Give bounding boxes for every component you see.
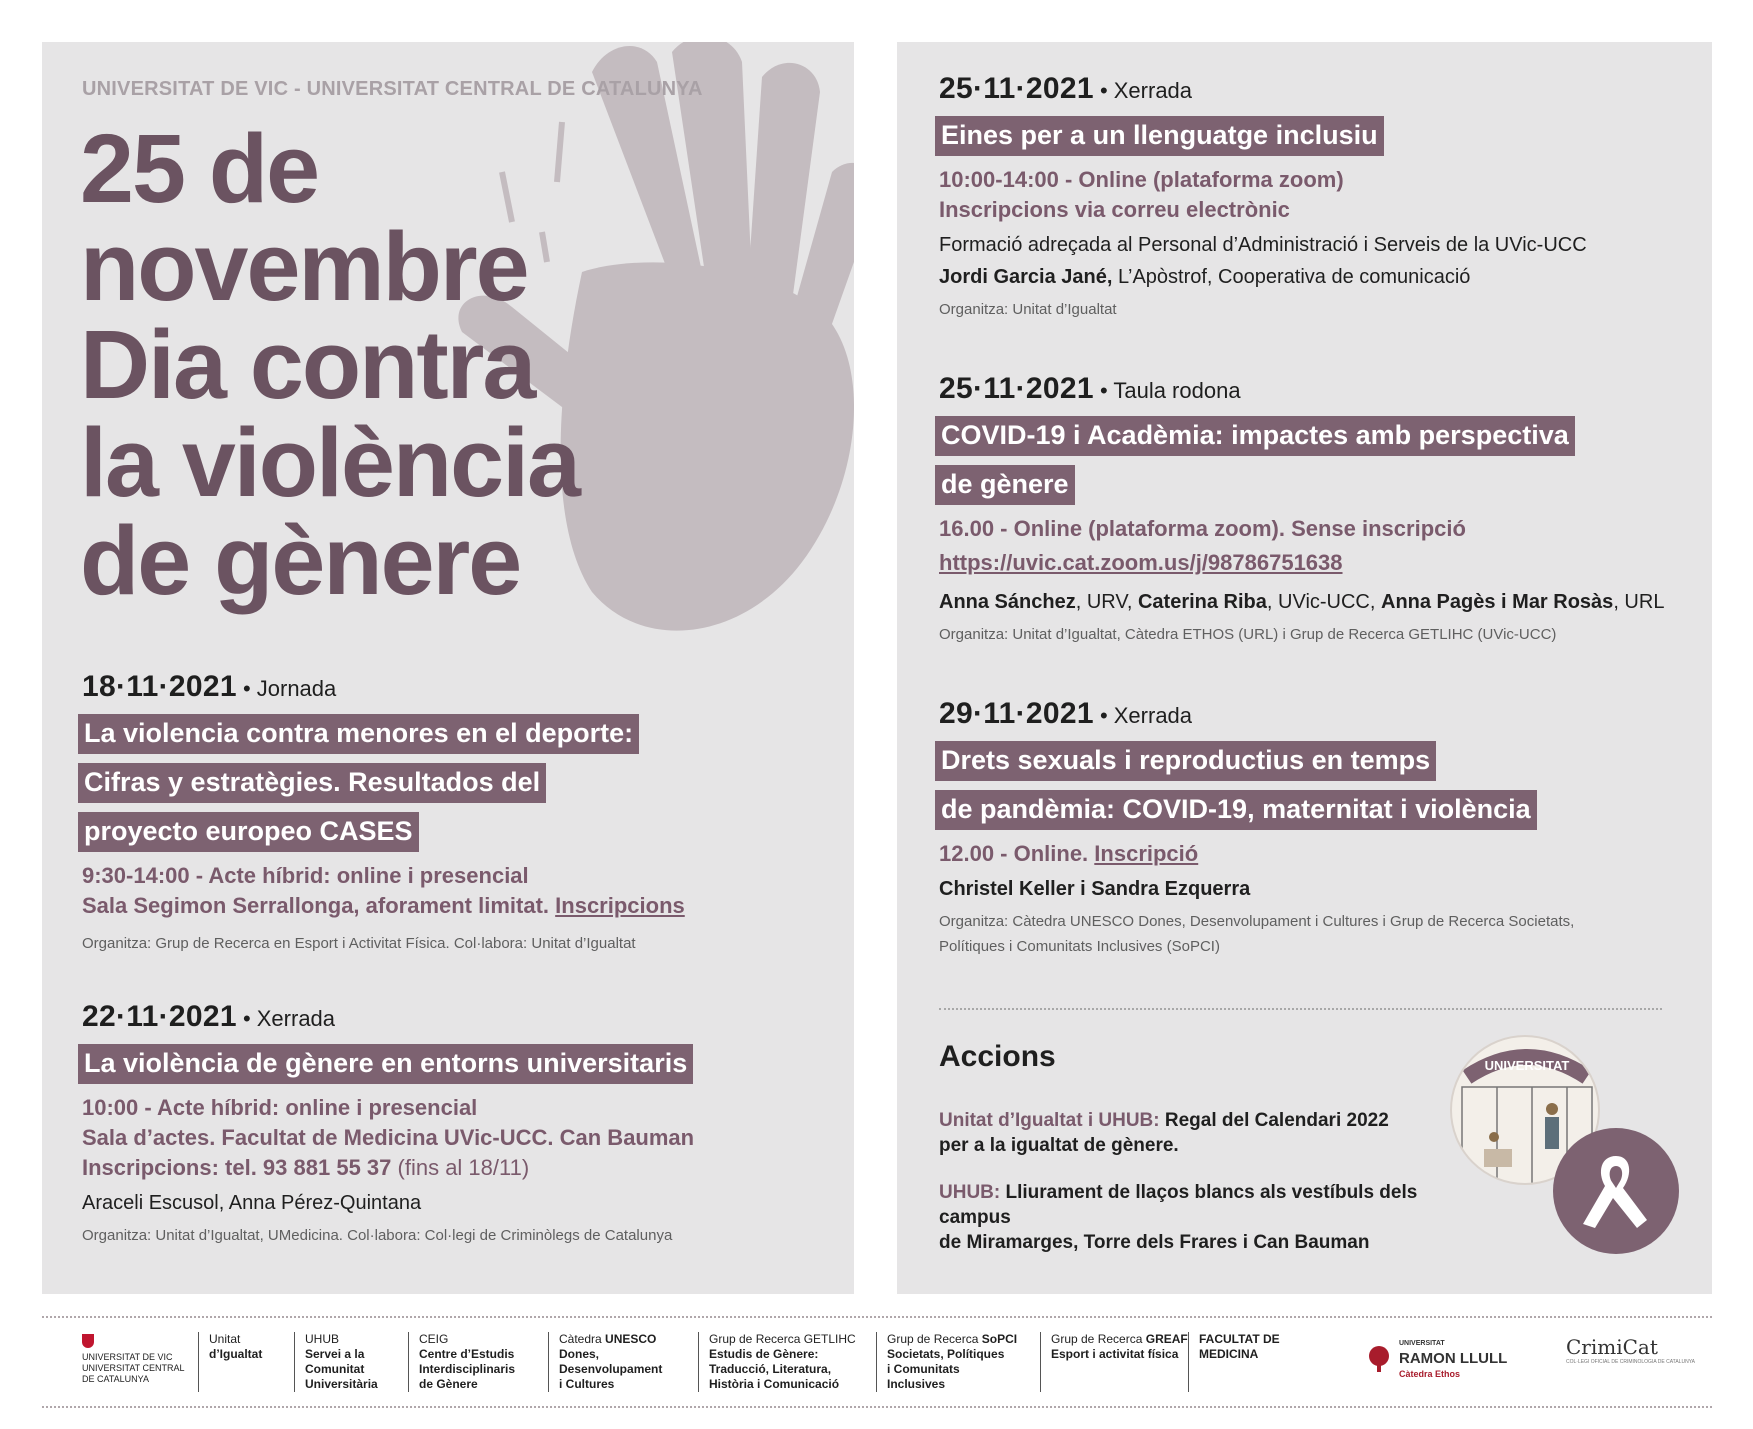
action-lead: Unitat d’Igualtat i UHUB:: [939, 1110, 1160, 1131]
logo-bold: Inclusives: [887, 1377, 946, 1391]
event-time: 10:00-14:00 - Online (plataforma zoom): [939, 167, 1344, 192]
event-organizer: [939, 909, 1699, 959]
speaker-name: Jordi Garcia Jané,: [939, 266, 1113, 288]
tree-logo-icon: [1364, 1344, 1394, 1374]
event-place: Sala d’actes. Facultat de Medicina UVic-UCC. Can Bauman: [82, 1125, 695, 1150]
logo-small: Grup de Recerca: [1051, 1332, 1143, 1346]
logo-bold: Història i Comunicació: [709, 1377, 840, 1391]
uvic-line: DE CATALUNYA: [82, 1374, 150, 1384]
speaker-org: , URL: [1613, 591, 1665, 613]
logo-bold: CrimiCat: [1566, 1335, 1658, 1359]
title-line: de gènere: [80, 506, 521, 615]
action-lead: UHUB:: [939, 1182, 1001, 1203]
event-date-line: [82, 1002, 842, 1034]
logo-bold: GREAF: [1145, 1332, 1188, 1346]
sopci-logo: [876, 1332, 1017, 1392]
logo-small: Grup de Recerca GETLIHC: [709, 1332, 856, 1346]
event-time: [939, 839, 1699, 869]
logo-bold: Traducció, Literatura,: [709, 1362, 832, 1376]
action-text: Lliurament de llaços blancs als vestíbuls dels campus: [939, 1182, 1418, 1228]
logo-sub: Càtedra Ethos: [1399, 1369, 1461, 1379]
speaker-name: Anna Pagès i Mar Rosàs: [1381, 591, 1614, 613]
event-card: [82, 1002, 842, 1248]
medicina-logo: [1188, 1332, 1280, 1392]
uhub-logo: [294, 1332, 378, 1392]
uvic-logo-icon: [82, 1334, 94, 1348]
event-date-line: [82, 672, 842, 704]
logo-bold: de Gènere: [419, 1377, 478, 1391]
logo-bold: FACULTAT DE: [1199, 1332, 1280, 1346]
unesco-logo: [548, 1332, 662, 1392]
event-title-line: de gènere: [935, 465, 1075, 505]
organizer-line: Polítiques i Comunitats Inclusives (SoPCI): [939, 938, 1220, 955]
event-registration: Inscripcions via correu electrònic: [939, 197, 1290, 222]
event-date-line: [939, 699, 1699, 731]
logo-bold: Esport i activitat física: [1051, 1347, 1179, 1361]
logo-bold: Universitària: [305, 1377, 378, 1391]
registration-link[interactable]: Inscripcions: [555, 893, 685, 918]
event-date-line: [939, 74, 1699, 106]
divider: [939, 1008, 1662, 1010]
illustration-label: UNIVERSITAT: [1484, 1058, 1570, 1073]
event-type: • Taula rodona: [1099, 378, 1241, 403]
logo-bold: d’Igualtat: [209, 1347, 263, 1361]
logo-bold: RAMON LLULL: [1399, 1350, 1508, 1367]
event-speakers: [939, 263, 1699, 291]
event-title-line: proyecto europeo CASES: [78, 812, 419, 852]
university-header: UNIVERSITAT DE VIC - UNIVERSITAT CENTRAL DE CATALUNYA: [82, 78, 703, 100]
logo-small: Unitat: [209, 1332, 241, 1346]
event-organizer: Organitza: Unitat d’Igualtat: [939, 301, 1117, 318]
actions-title: Accions: [939, 1040, 1056, 1073]
logo-bold: UNESCO: [605, 1332, 657, 1346]
logo-bold: Desenvolupament: [559, 1362, 663, 1376]
event-date: 25·11·2021: [939, 72, 1094, 105]
logo-bold: Societats, Polítiques: [887, 1347, 1005, 1361]
main-title: [80, 114, 820, 615]
registration-note: (fins al 18/11): [397, 1155, 530, 1180]
action-item: [939, 1108, 1479, 1158]
event-place: [82, 891, 842, 921]
speaker-name: Caterina Riba: [1137, 591, 1267, 613]
speaker-org: , URV,: [1075, 591, 1138, 613]
speaker-name: Anna Sánchez: [939, 591, 1076, 613]
event-date: 25·11·2021: [939, 372, 1094, 405]
event-title-line: COVID-19 i Acadèmia: impactes amb perspectiva: [935, 416, 1575, 456]
footer-bottom-line: [42, 1406, 1712, 1408]
left-panel: [42, 42, 854, 1294]
event-speakers: [939, 588, 1699, 616]
event-card: [82, 672, 842, 956]
getlihc-logo: [698, 1332, 856, 1392]
white-ribbon-icon: [1553, 1128, 1679, 1254]
registration-link[interactable]: Inscripció: [1094, 841, 1199, 866]
title-line: Dia contra: [80, 310, 535, 419]
ceig-logo: [408, 1332, 515, 1392]
event-type: • Xerrada: [1099, 78, 1193, 103]
event-title-line: de pandèmia: COVID-19, maternitat i violència: [935, 790, 1537, 830]
event-speakers: Araceli Escusol, Anna Pérez-Quintana: [82, 1192, 422, 1214]
event-description: Formació adreçada al Personal d’Administració i Serveis de la UVic-UCC: [939, 234, 1587, 256]
event-registration: [82, 1153, 842, 1183]
logo-bold: SoPCI: [981, 1332, 1018, 1346]
event-title: [82, 1044, 842, 1093]
event-type: • Xerrada: [1099, 703, 1193, 728]
event-date: 22·11·2021: [82, 1000, 237, 1033]
uvic-line: UNIVERSITAT CENTRAL: [82, 1363, 185, 1373]
logo-small: UHUB: [305, 1332, 340, 1346]
greaf-logo: [1040, 1332, 1188, 1392]
event-date-line: [939, 374, 1699, 406]
action-item: [939, 1180, 1479, 1255]
event-place-text: Sala Segimon Serrallonga, aforament limitat.: [82, 893, 550, 918]
event-title: [939, 741, 1699, 839]
logo-bold: Estudis de Gènere:: [709, 1347, 819, 1361]
uvic-logo: [82, 1334, 185, 1394]
event-link-row: [939, 548, 1699, 578]
event-date: 18·11·2021: [82, 670, 237, 703]
event-time-text: 12.00 - Online.: [939, 841, 1089, 866]
event-card: [939, 699, 1699, 959]
event-title-line: Cifras y estratègies. Resultados del: [78, 763, 546, 803]
event-card: [939, 74, 1699, 322]
registration-phone: Inscripcions: tel. 93 881 55 37: [82, 1155, 392, 1180]
ramon-llull-logo: [1364, 1336, 1507, 1396]
event-organizer: Organitza: Unitat d’Igualtat, UMedicina. Col·labora: Col·legi de Criminòlegs de Catalunya: [82, 1227, 673, 1244]
event-type: • Xerrada: [242, 1006, 336, 1031]
logo-bold: Dones,: [559, 1347, 600, 1361]
speaker-org: L’Apòstrof, Cooperativa de comunicació: [1117, 266, 1471, 288]
logo-small: UNIVERSITAT: [1399, 1340, 1445, 1347]
logo-bold: Interdisciplinaris: [419, 1362, 516, 1376]
title-line: 25 de: [80, 114, 319, 223]
logo-bold: Centre d’Estudis: [419, 1347, 515, 1361]
zoom-link[interactable]: https://uvic.cat.zoom.us/j/98786751638: [939, 550, 1343, 575]
event-title-line: Eines per a un llenguatge inclusiu: [935, 116, 1384, 156]
event-title: [939, 116, 1699, 165]
event-time: 16.00 - Online (plataforma zoom). Sense inscripció: [939, 516, 1466, 541]
event-title-line: La violencia contra menores en el deporte:: [78, 714, 639, 754]
logo-small: Càtedra: [559, 1332, 602, 1346]
event-title-line: Drets sexuals i reproductius en temps: [935, 741, 1436, 781]
event-title: [939, 416, 1699, 514]
event-card: [939, 374, 1699, 647]
uvic-line: UNIVERSITAT DE VIC: [82, 1352, 173, 1362]
logo-small: CEIG: [419, 1332, 449, 1346]
logo-bold: Comunitat: [305, 1362, 365, 1376]
logo-bold: i Cultures: [559, 1377, 615, 1391]
logo-bold: MEDICINA: [1199, 1347, 1259, 1361]
crimicat-logo: [1566, 1335, 1696, 1400]
footer-top-line: [42, 1316, 1712, 1318]
speaker-org: , UVic-UCC,: [1266, 591, 1381, 613]
ribbon-badge: [1553, 1128, 1679, 1254]
organizer-line: Organitza: Càtedra UNESCO Dones, Desenvolupament i Cultures i Grup de Recerca Societats,: [939, 913, 1575, 930]
action-text: Regal del Calendari 2022: [1164, 1110, 1389, 1131]
right-panel: [897, 42, 1712, 1294]
event-type: • Jornada: [242, 676, 337, 701]
uvic-name: [82, 1352, 185, 1385]
action-text: per a la igualtat de gènere.: [939, 1135, 1179, 1156]
title-line: novembre: [80, 212, 528, 321]
logo-bold: i Comunitats: [887, 1362, 960, 1376]
event-title-line: La violència de gènere en entorns universitaris: [78, 1044, 693, 1084]
logo-small: Grup de Recerca: [887, 1332, 979, 1346]
footer-logos: [42, 1320, 1712, 1400]
logo-sub: COL·LEGI OFICIAL DE CRIMINOLOGIA DE CATALUNYA: [1566, 1359, 1696, 1365]
event-time: 10:00 - Acte híbrid: online i presencial: [82, 1095, 478, 1120]
event-date: 29·11·2021: [939, 697, 1094, 730]
logo-bold: Servei a la: [305, 1347, 365, 1361]
title-line: la violència: [80, 408, 579, 517]
event-organizer: Organitza: Unitat d’Igualtat, Càtedra ETHOS (URL) i Grup de Recerca GETLIHC (UVic-UCC): [939, 626, 1557, 643]
event-speakers: Christel Keller i Sandra Ezquerra: [939, 878, 1251, 900]
event-organizer: Organitza: Grup de Recerca en Esport i Activitat Física. Col·labora: Unitat d’Igualtat: [82, 935, 636, 952]
event-title: [82, 714, 842, 861]
action-text: de Miramarges, Torre dels Frares i Can Bauman: [939, 1232, 1370, 1253]
event-time: 9:30-14:00 - Acte híbrid: online i presencial: [82, 863, 529, 888]
unitat-igualtat-logo: [198, 1332, 262, 1392]
